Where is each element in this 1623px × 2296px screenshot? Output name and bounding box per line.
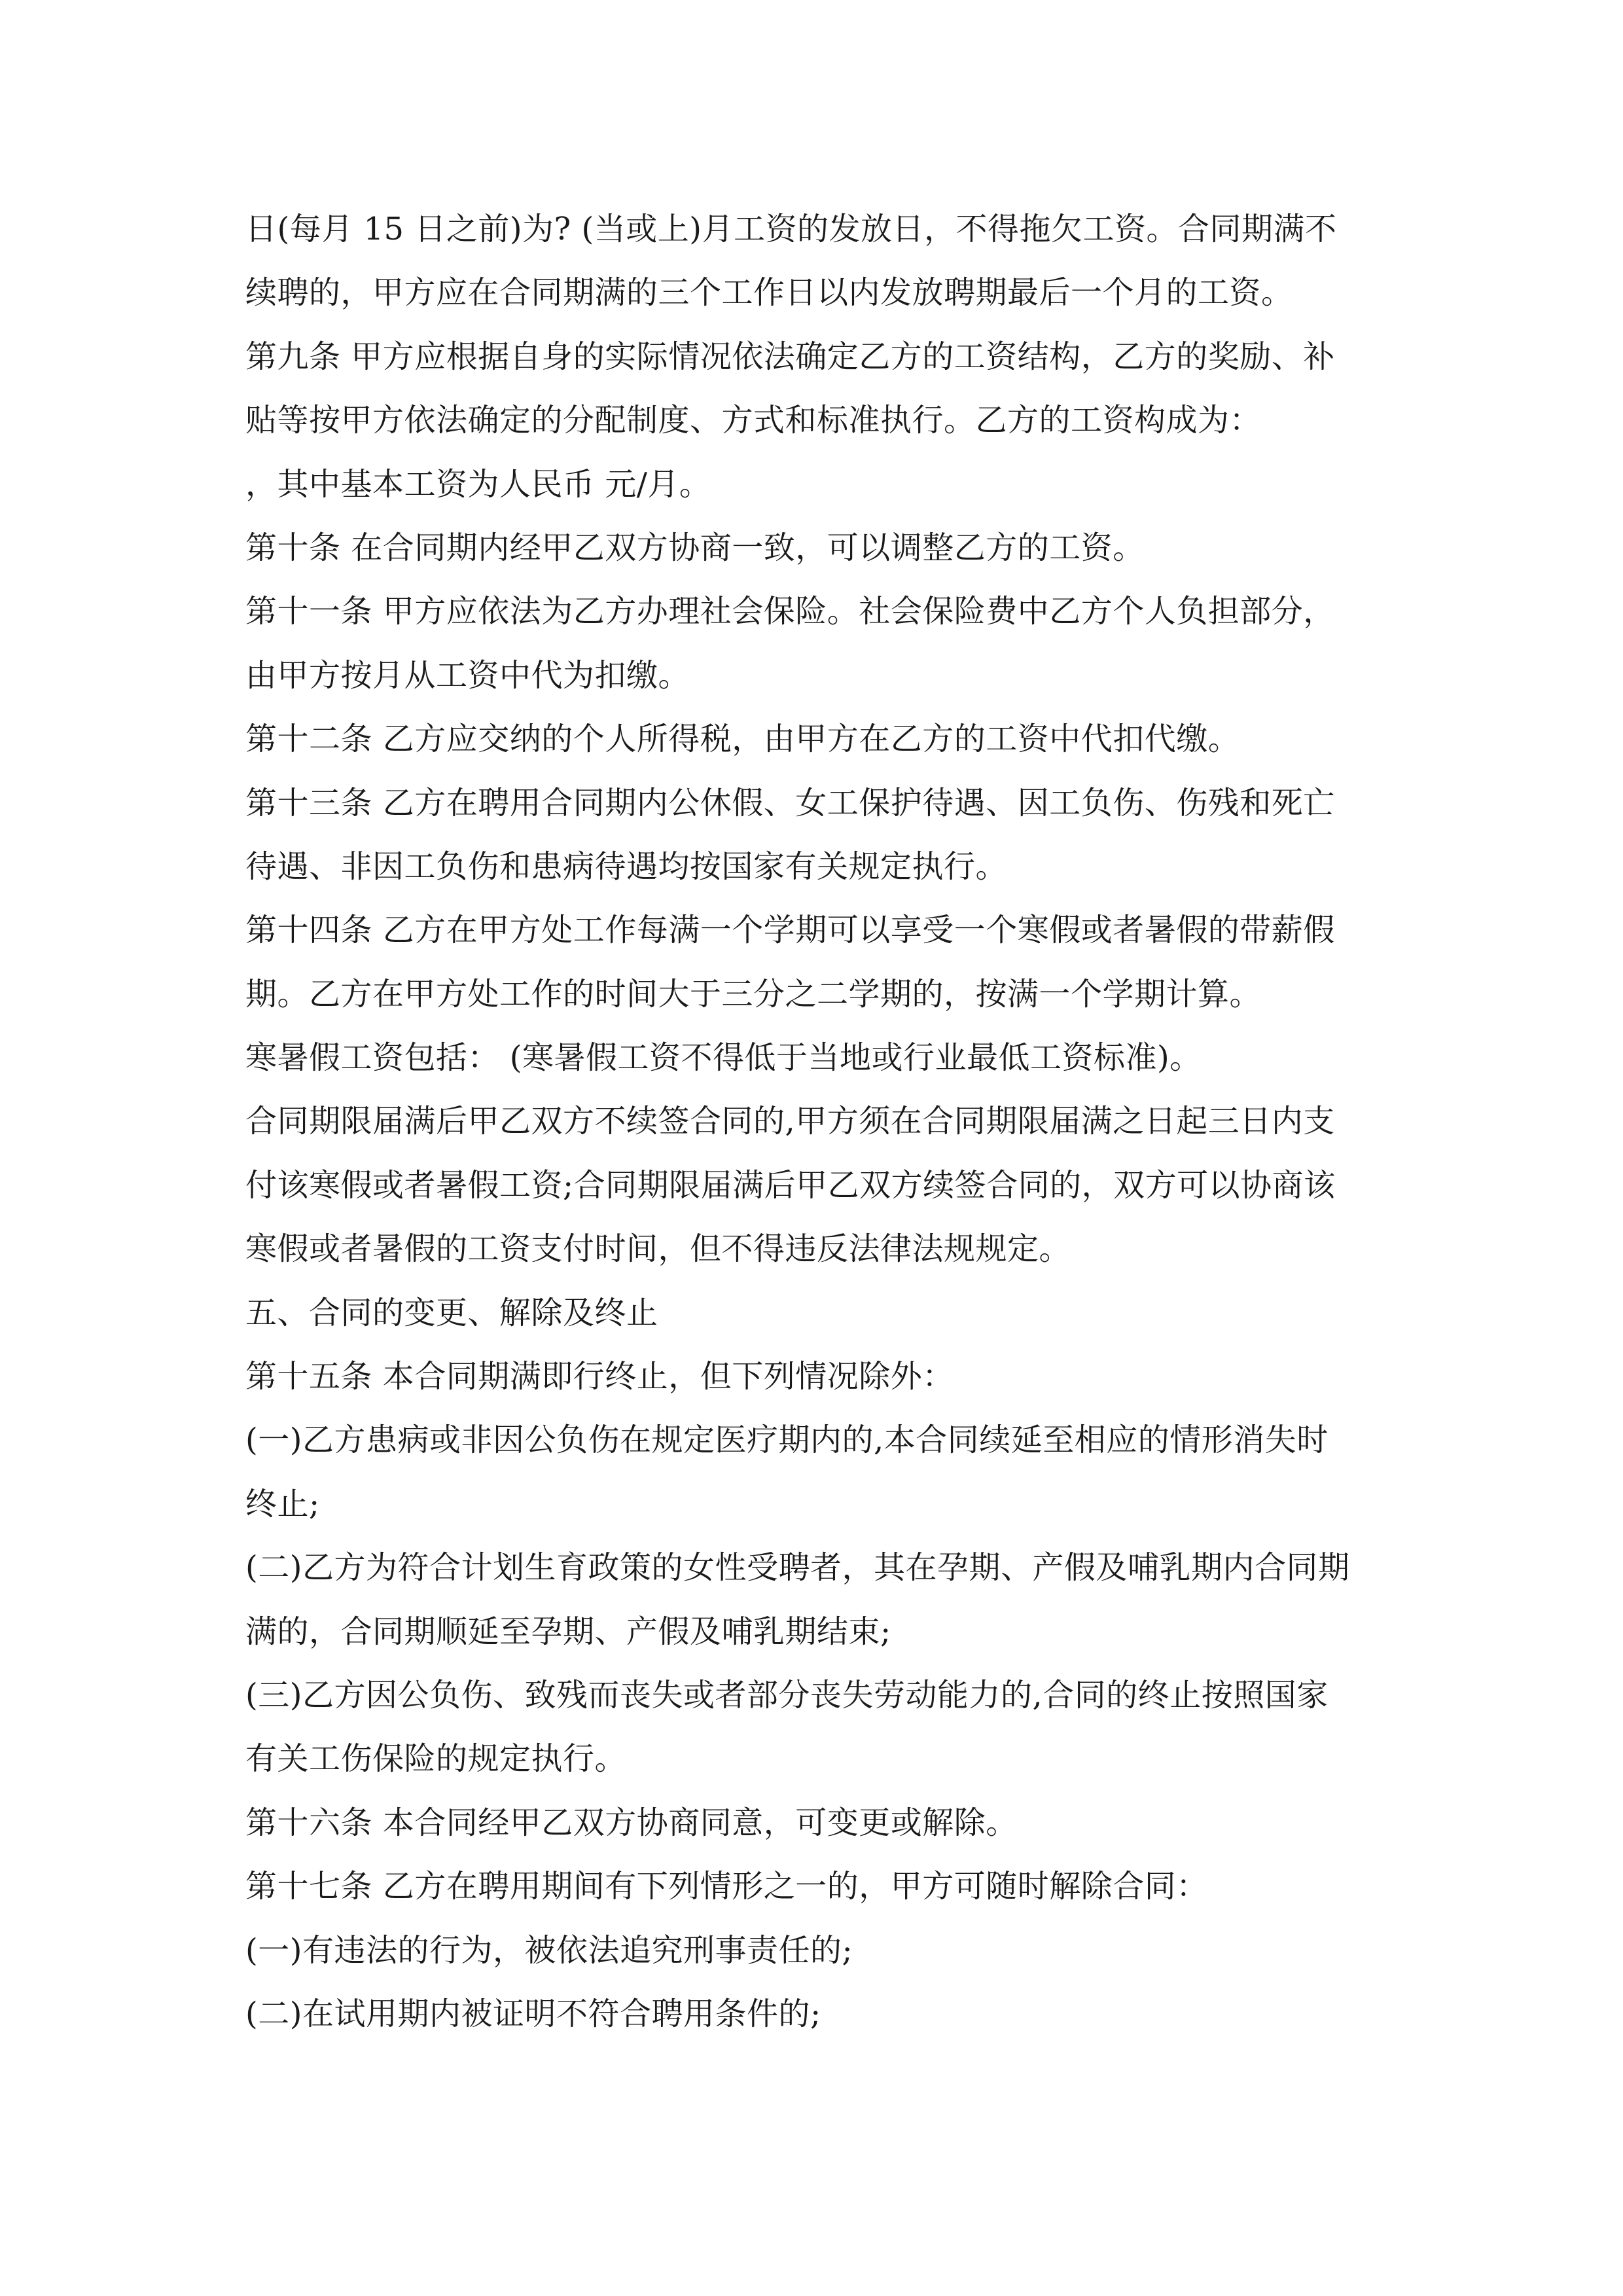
text-line: ，其中基本工资为人民币 元/月。 [245, 465, 711, 503]
article-17-line: 第十七条 乙方在聘用期间有下列情形之一的，甲方可随时解除合同： [245, 1868, 1208, 1905]
text-line: 终止; [245, 1485, 320, 1522]
contract-body [245, 198, 1381, 2046]
section-heading: 五、合同的变更、解除及终止 [245, 1294, 658, 1331]
article-13-line: 第十三条 乙方在聘用合同期内公休假、女工保护待遇、因工负伤、伤残和死亡 [245, 784, 1335, 821]
article-12-line: 第十二条 乙方应交纳的个人所得税，由甲方在乙方的工资中代扣代缴。 [245, 721, 1240, 758]
article-9-line: 第九条 甲方应根据自身的实际情况依法确定乙方的工资结构，乙方的奖励、补 [245, 338, 1335, 375]
text-line: 寒假或者暑假的工资支付时间，但不得违反法律法规规定。 [245, 1230, 1071, 1268]
list-item: (一)有违法的行为，被依法追究刑事责任的; [245, 1931, 853, 1969]
text-line: 付该寒假或者暑假工资;合同期限届满后甲乙双方续签合同的，双方可以协商该 [245, 1166, 1336, 1204]
text-line: 合同期限届满后甲乙双方不续签合同的,甲方须在合同期限届满之日起三日内支 [245, 1103, 1335, 1140]
list-item: (二)在试用期内被证明不符合聘用条件的; [245, 1995, 821, 2032]
article-15-line: 第十五条 本合同期满即行终止，但下列情况除外： [245, 1358, 954, 1395]
text-line: 寒暑假工资包括： (寒暑假工资不得低于当地或行业最低工资标准)。 [245, 1039, 1202, 1077]
article-11-line: 第十一条 甲方应依法为乙方办理社会保险。社会保险费中乙方个人负担部分， [245, 593, 1335, 630]
text-line: 续聘的，甲方应在合同期满的三个工作日以内发放聘期最后一个月的工资。 [245, 274, 1293, 312]
text-line: 待遇、非因工负伤和患病待遇均按国家有关规定执行。 [245, 848, 1008, 885]
text-line: 满的，合同期顺延至孕期、产假及哺乳期结束; [245, 1613, 891, 1650]
text-line: 有关工伤保险的规定执行。 [245, 1740, 627, 1778]
article-10-line: 第十条 在合同期内经甲乙双方协商一致，可以调整乙方的工资。 [245, 529, 1145, 566]
text-line: 日(每月 15 日之前)为? (当或上)月工资的发放日，不得拖欠工资。合同期满不 [245, 211, 1337, 247]
list-item: (二)乙方为符合计划生育政策的女性受聘者，其在孕期、产假及哺乳期内合同期 [245, 1549, 1350, 1587]
text-line: 期。乙方在甲方处工作的时间大于三分之二学期的，按满一个学期计算。 [245, 975, 1262, 1013]
list-item: (三)乙方因公负伤、致残而丧失或者部分丧失劳动能力的,合同的终止按照国家 [245, 1676, 1329, 1713]
list-item: (一)乙方患病或非因公负伤在规定医疗期内的,本合同续延至相应的情形消失时 [245, 1422, 1329, 1459]
article-14-line: 第十四条 乙方在甲方处工作每满一个学期可以享受一个寒假或者暑假的带薪假 [245, 912, 1335, 949]
text-line: 贴等按甲方依法确定的分配制度、方式和标准执行。乙方的工资构成为： [245, 402, 1262, 439]
text-line: 由甲方按月从工资中代为扣缴。 [245, 656, 690, 694]
article-16-line: 第十六条 本合同经甲乙双方协商同意，可变更或解除。 [245, 1804, 1018, 1841]
